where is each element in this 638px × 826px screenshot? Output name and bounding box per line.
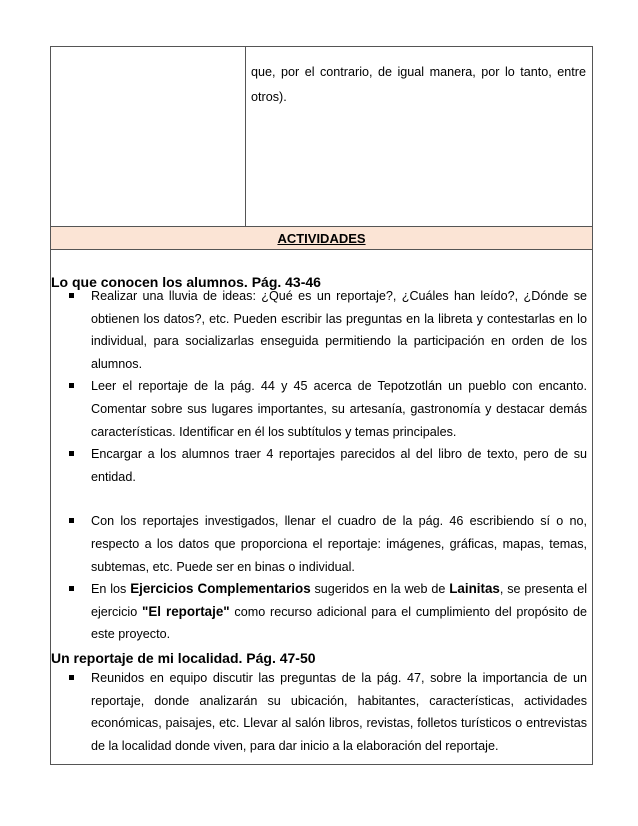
square-bullet-icon	[69, 518, 74, 523]
list-item-text: Leer el reportaje de la pág. 44 y 45 acerca de Tepotzotlán un pueblo con encanto. Comentar sobre sus lugares importantes, su artesanía, gastronomía y destacar demás características. Identificar en él los subtítulos y temas principales.	[91, 379, 587, 439]
square-bullet-icon	[69, 586, 74, 591]
bold-el-reportaje: "El reportaje"	[141, 603, 230, 619]
square-bullet-icon	[69, 293, 74, 298]
list-item-text: Reunidos en equipo discutir las preguntas de la pág. 47, sobre la importancia de un reportaje, donde analizarán su ubicación, habitantes, características, actividades económicas, paisajes, etc. Llevar al salón libros, revistas, folletos turísticos o entrevistas de la localidad donde viven, para dar inicio a la elaboración del reportaje.	[91, 671, 587, 753]
square-bullet-icon	[69, 383, 74, 388]
section-title-un-reportaje: Un reportaje de mi localidad. Pág. 47-50	[51, 650, 316, 666]
list-item-text: Realizar una lluvia de ideas: ¿Qué es un reportaje?, ¿Cuáles han leído?, ¿Dónde se obtienen los datos?, etc. Pueden escribir las preguntas en la libreta y contestarlas en lo individual, para socializarlas enseguida permitiendo la participación en orden de los alumnos.	[91, 289, 587, 371]
top-right-cell-text: que, por el contrario, de igual manera, por lo tanto, entre otros).	[251, 65, 586, 104]
top-table-row	[50, 46, 593, 227]
list-item	[65, 375, 587, 443]
list-item-text-part: En los	[91, 582, 131, 597]
section2-list	[65, 667, 587, 757]
activities-body	[50, 249, 593, 765]
list-item	[65, 285, 587, 375]
list-item-text: Con los reportajes investigados, llenar el cuadro de la pág. 46 escribiendo sí o no, respecto a los datos que proporciona el reportaje: imágenes, gráficas, mapas, temas, subtemas, etc. Puede ser en binas o individual.	[91, 514, 587, 574]
activities-header-label: ACTIVIDADES	[277, 231, 366, 246]
list-item	[65, 510, 587, 578]
list-item-text-part: sugeridos en la web de	[310, 582, 450, 597]
list-item	[65, 667, 587, 757]
list-item-text-part: como recurso adicional para el cumplimiento del propósito de este proyecto.	[91, 604, 587, 642]
bold-lainitas: Lainitas	[449, 581, 500, 597]
list-item-text: Encargar a los alumnos traer 4 reportajes parecidos al del libro de texto, pero de su entidad.	[91, 447, 587, 484]
square-bullet-icon	[69, 451, 74, 456]
list-item	[65, 443, 587, 488]
square-bullet-icon	[69, 675, 74, 680]
list-item	[65, 578, 587, 646]
bold-ejercicios-complementarios: Ejercicios Complementarios	[130, 581, 311, 597]
list-item-text-part: , se presenta el ejercicio	[91, 582, 588, 619]
section1-list	[65, 285, 587, 646]
section-title-lo-que-conocen: Lo que conocen los alumnos. Pág. 43-46	[51, 274, 321, 290]
column-divider	[245, 47, 246, 227]
activities-header	[50, 226, 593, 250]
